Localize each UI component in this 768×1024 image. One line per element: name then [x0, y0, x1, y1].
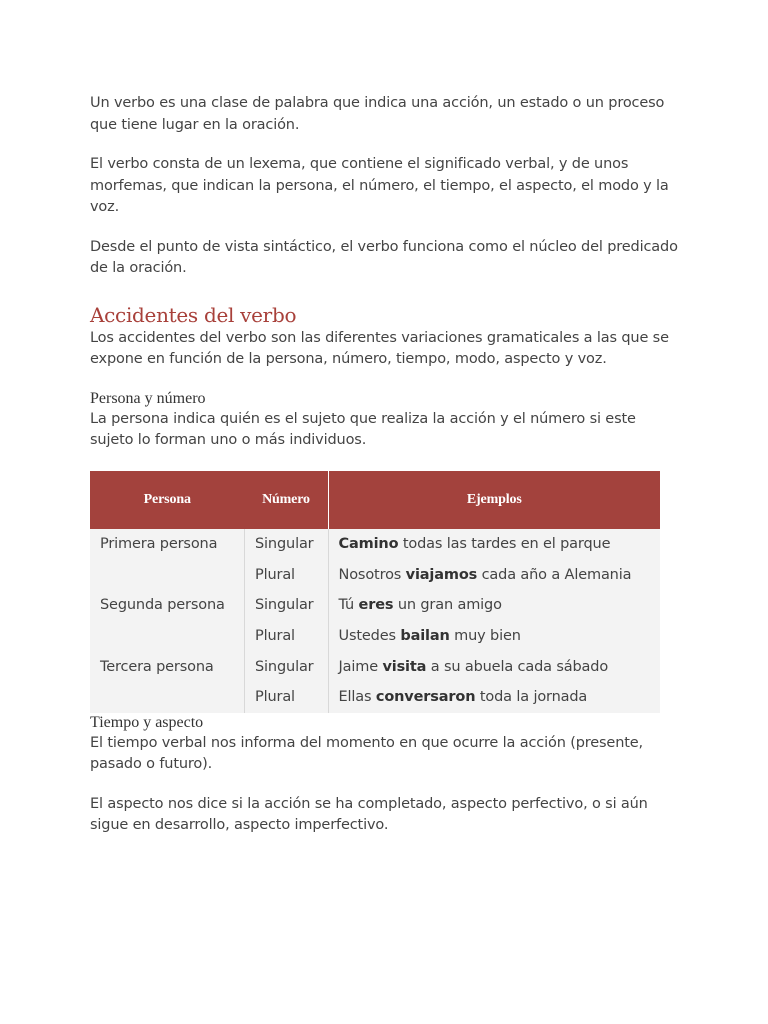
table-row [90, 651, 660, 682]
accidentes-paragraph: Los accidentes del verbo son las diferentes variaciones gramaticales a las que se expone en función de la persona, número, tiempo, modo, aspecto y voz. [90, 329, 669, 367]
cell-ejemplo [328, 651, 660, 682]
example-pre: Tú [338, 597, 359, 614]
example-verb: visita [382, 658, 427, 675]
example-post: a su abuela cada sábado [426, 658, 609, 675]
intro-paragraph-2: El verbo consta de un lexema, que contiene el significado verbal, y de unos morfemas, que indican la persona, el número, el tiempo, el aspecto, el modo y la voz. [90, 156, 669, 215]
tiempo-paragraph: El tiempo verbal nos informa del momento en que ocurre la acción (presente, pasado o futuro). [90, 734, 644, 773]
example-pre: Ellas [338, 689, 376, 706]
intro-paragraph-3: Desde el punto de vista sintáctico, el verbo funciona como el núcleo del predicado de la oración. [90, 238, 678, 276]
example-pre: Jaime [338, 658, 383, 675]
subheading-tiempo-aspecto: Tiempo y aspecto [90, 713, 204, 731]
cell-numero: Singular [245, 529, 329, 560]
cell-ejemplo [328, 559, 660, 590]
header-persona: Persona [90, 471, 245, 529]
cell-ejemplo [328, 621, 660, 652]
table-row [90, 559, 660, 590]
section-heading-accidentes: Accidentes del verbo [90, 302, 297, 327]
example-post: un gran amigo [393, 597, 502, 614]
cell-ejemplo [328, 682, 660, 713]
table-row [90, 590, 660, 621]
example-verb: bailan [400, 627, 450, 644]
example-post: toda la jornada [475, 689, 588, 706]
example-post: cada año a Alemania [477, 566, 632, 583]
aspecto-paragraph: El aspecto nos dice si la acción se ha completado, aspecto perfectivo, o si aún sigue en desarrollo, aspecto imperfectivo. [90, 795, 648, 834]
persona-numero-paragraph: La persona indica quién es el sujeto que realiza la acción y el número si este sujeto lo forman uno o más individuos. [90, 410, 636, 448]
cell-numero: Plural [245, 621, 329, 652]
cell-ejemplo [328, 529, 660, 560]
table-header-row [90, 471, 660, 529]
cell-numero: Singular [245, 651, 329, 682]
cell-persona [90, 682, 245, 713]
cell-persona [90, 559, 245, 590]
example-pre: Ustedes [338, 627, 401, 644]
header-numero: Número [245, 471, 329, 529]
header-ejemplos: Ejemplos [328, 471, 660, 529]
example-verb: viajamos [405, 566, 478, 583]
cell-numero: Singular [245, 590, 329, 621]
cell-persona: Tercera persona [90, 651, 245, 682]
example-verb: Camino [338, 535, 399, 552]
cell-persona: Primera persona [90, 529, 245, 560]
example-pre: Nosotros [338, 566, 406, 583]
example-verb: eres [358, 597, 394, 614]
example-post: muy bien [449, 627, 521, 644]
document-page [90, 93, 680, 837]
cell-persona: Segunda persona [90, 590, 245, 621]
cell-numero: Plural [245, 559, 329, 590]
conjugation-table [90, 471, 660, 713]
intro-paragraph-1: Un verbo es una clase de palabra que indica una acción, un estado o un proceso que tiene lugar en la oración. [90, 95, 665, 133]
example-verb: conversaron [375, 689, 476, 706]
table-row [90, 529, 660, 560]
cell-persona [90, 621, 245, 652]
table-row [90, 682, 660, 713]
subheading-persona-numero: Persona y número [90, 389, 206, 407]
cell-numero: Plural [245, 682, 329, 713]
table-row [90, 621, 660, 652]
cell-ejemplo [328, 590, 660, 621]
example-post: todas las tardes en el parque [398, 535, 611, 552]
